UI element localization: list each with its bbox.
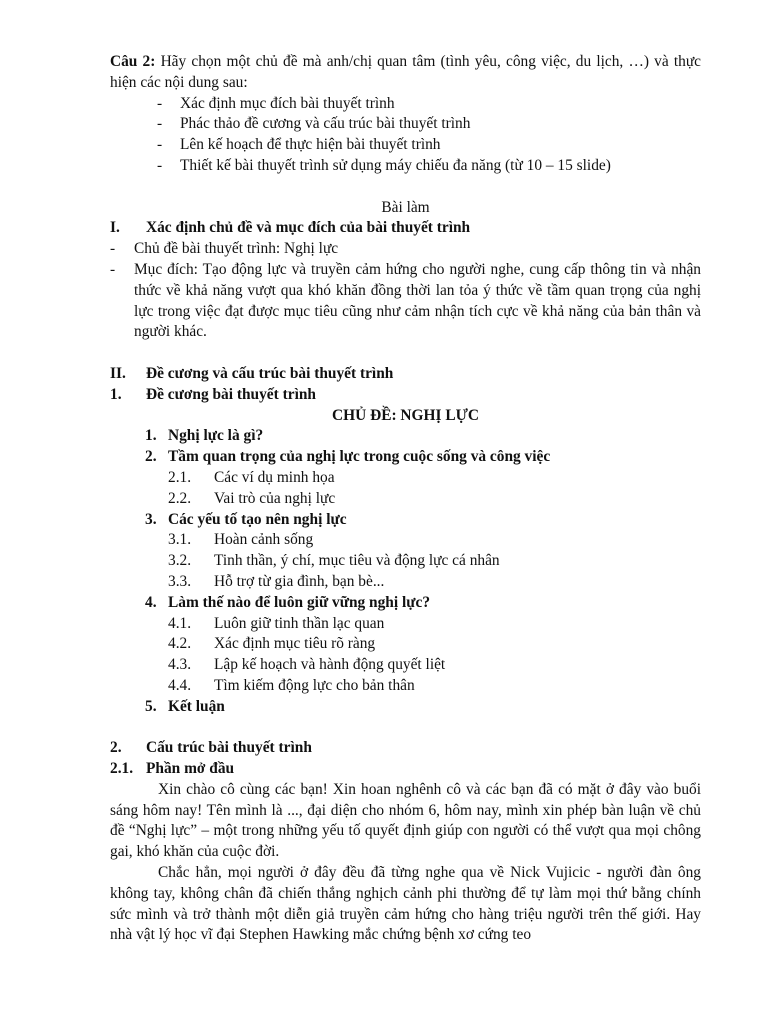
outline-item: 4. Làm thế nào để luôn giữ vững nghị lực? bbox=[145, 593, 431, 611]
body-paragraph: Xin chào cô cùng các bạn! Xin hoan nghênh cô và các bạn đã có mặt ở đây vào buổi sáng hôm nay! Tên mình là ..., đại diện cho nhóm 6, hôm nay, mình xin phép bàn luận về chủ đề “Nghị lực” – một trong những yếu tố quyết định giúp con người có thể vượt qua mọi chông gai, khó khăn của cuộc đời. bbox=[110, 780, 701, 861]
outline-subitem: 3.1. Hoàn cảnh sống bbox=[168, 531, 314, 549]
section-1-heading: I. Xác định chủ đề và mục đích của bài thuyết trình bbox=[110, 219, 471, 237]
outline-item: 2. Tầm quan trọng của nghị lực trong cuộc sống và công việc bbox=[145, 448, 551, 466]
list-item: - Chủ đề bài thuyết trình: Nghị lực bbox=[110, 240, 339, 258]
outline-subitem: 4.2. Xác định mục tiêu rõ ràng bbox=[168, 635, 376, 653]
topic-title: CHỦ ĐỀ: NGHỊ LỰC bbox=[332, 406, 479, 424]
outline-subitem: 4.3. Lập kế hoạch và hành động quyết liệt bbox=[168, 656, 446, 674]
outline-subitem: 2.2. Vai trò của nghị lực bbox=[168, 489, 336, 507]
section-1-list bbox=[110, 239, 701, 343]
subsection-1-heading: 1. Đề cương bài thuyết trình bbox=[110, 385, 316, 403]
body-paragraph: Chắc hẳn, mọi người ở đây đều đã từng nghe qua về Nick Vujicic - người đàn ông không tay, không chân đã chiến thắng nghịch cảnh phi thường để tự làm mọi thứ bằng chính sức mình và trở thành một diễn giả truyền cảm hứng cho hàng triệu người trên thế giới. Hay nhà vật lý học vĩ đại Stephen Hawking mắc chứng bệnh xơ cứng teo bbox=[110, 864, 701, 944]
question-task-list bbox=[110, 94, 701, 177]
outline-subitem: 4.4. Tìm kiếm động lực cho bản thân bbox=[168, 676, 415, 694]
list-item: - Xác định mục đích bài thuyết trình bbox=[157, 94, 395, 112]
outline-subitem: 2.1. Các ví dụ minh họa bbox=[168, 468, 335, 486]
outline-list bbox=[110, 426, 701, 717]
outline-subitem: 3.3. Hỗ trợ từ gia đình, bạn bè... bbox=[168, 572, 385, 590]
list-item: - Thiết kế bài thuyết trình sử dụng máy chiếu đa năng (từ 10 – 15 slide) bbox=[157, 156, 611, 174]
question-label: Câu 2: bbox=[110, 53, 156, 70]
list-item: - Phác thảo đề cương và cấu trúc bài thuyết trình bbox=[157, 115, 471, 133]
question-paragraph bbox=[110, 52, 701, 94]
list-item: - Mục đích: Tạo động lực và truyền cảm hứng cho người nghe, cung cấp thông tin và nhận thức về khả năng vượt qua khó khăn đồng thời lan tỏa ý thức về tầm quan trọng của nghị lực trong việc đạt được mục tiêu cũng như cảm nhận tích cực về khả năng của bản thân và người khác. bbox=[110, 260, 701, 341]
outline-subitem: 3.2. Tinh thần, ý chí, mục tiêu và động lực cá nhân bbox=[168, 552, 500, 570]
question-text: Hãy chọn một chủ đề mà anh/chị quan tâm (tình yêu, công việc, du lịch, …) và thực hiện các nội dung sau: bbox=[110, 53, 701, 91]
outline-item: 1. Nghị lực là gì? bbox=[145, 427, 264, 445]
outline-subitem: 4.1. Luôn giữ tinh thần lạc quan bbox=[168, 614, 385, 632]
bai-lam-heading: Bài làm bbox=[381, 198, 430, 216]
subsection-2-1-heading: 2.1. Phần mở đầu bbox=[110, 760, 235, 778]
subsection-2-heading: 2. Cấu trúc bài thuyết trình bbox=[110, 739, 312, 757]
list-item: - Lên kế hoạch để thực hiện bài thuyết trình bbox=[157, 136, 441, 154]
section-2-heading: II. Đề cương và cấu trúc bài thuyết trình bbox=[110, 364, 394, 382]
outline-item: 5. Kết luận bbox=[145, 697, 225, 715]
outline-item: 3. Các yếu tố tạo nên nghị lực bbox=[145, 510, 347, 528]
